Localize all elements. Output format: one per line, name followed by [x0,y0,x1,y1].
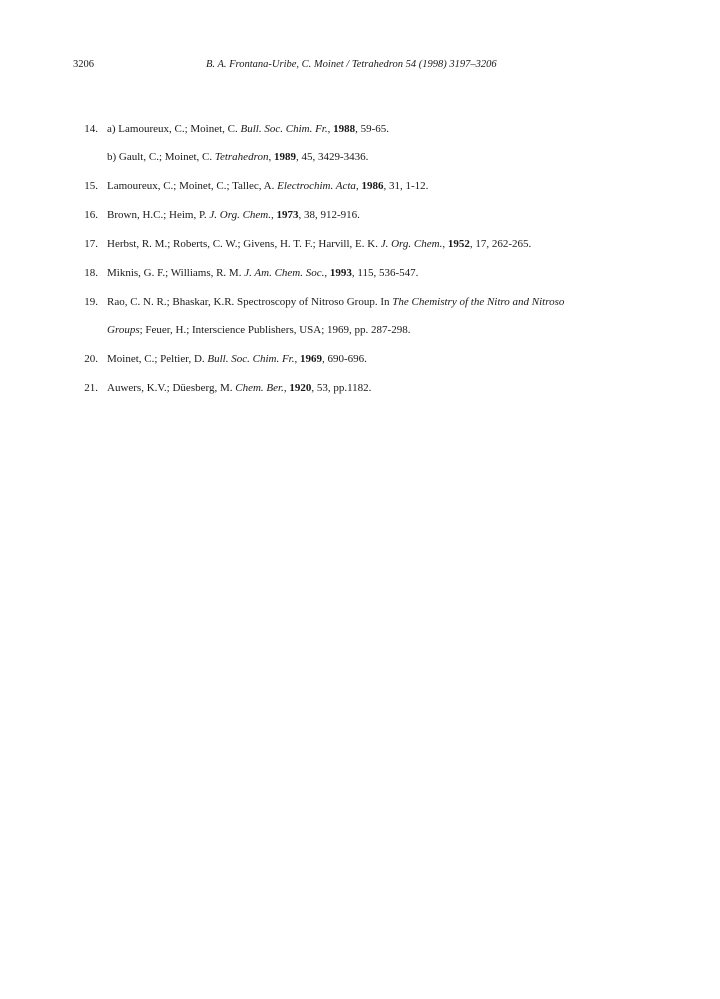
publication-year: 1969 [299,353,322,365]
reference-segment: , 31, 1-12. [383,180,429,192]
reference-number: 16. [84,209,98,221]
reference-entry [0,353,720,369]
reference-number: 20. [84,353,98,365]
reference-segment: Auwers, K.V.; Düesberg, M. [107,382,236,394]
publication-year: 1986 [361,180,384,192]
publication-year: 1920 [289,382,312,394]
reference-segment: , 17, 262-265. [469,238,532,250]
journal-title: The Chemistry of the Nitro and Nitroso [392,296,565,308]
reference-number: 21. [84,382,98,394]
running-head: B. A. Frontana-Uribe, C. Moinet / Tetrahedron 54 (1998) 3197–3206 [206,59,497,70]
reference-text [107,267,418,279]
journal-title: J. Am. Chem. Soc. [244,267,325,279]
journal-title: Groups [107,324,140,336]
reference-entry [0,209,720,225]
reference-segment: , [355,180,362,192]
reference-segment: ; Feuer, H.; Interscience Publishers, USA; 1969, pp. 287-298. [139,324,411,336]
reference-entry [0,382,720,398]
reference-entry [0,238,720,254]
reference-segment: , 115, 536-547. [351,267,419,279]
reference-text [107,151,368,163]
reference-entry [0,123,720,139]
journal-title: Bull. Soc. Chim. Fr. [240,123,328,135]
reference-segment: , 45, 3429-3436. [295,151,369,163]
reference-continuation [0,324,720,340]
reference-segment: , 38, 912-916. [298,209,360,221]
reference-segment: , [324,267,330,279]
reference-segment: , [294,353,300,365]
journal-title: Chem. Ber. [235,382,284,394]
reference-number: 15. [84,180,98,192]
journal-title: J. Org. Chem. [380,238,443,250]
reference-entry [0,180,720,196]
publication-year: 1993 [329,267,352,279]
reference-text [107,382,371,394]
reference-text [107,209,360,221]
reference-text [107,238,531,250]
reference-segment: , [268,151,274,163]
journal-title: Electrochim. Acta [277,180,356,192]
page-number: 3206 [73,59,94,70]
publication-year: 1973 [276,209,299,221]
reference-number: 18. [84,267,98,279]
journal-title: Tetrahedron [214,151,269,163]
reference-segment: , [442,238,448,250]
reference-segment: Brown, H.C.; Heim, P. [107,209,210,221]
reference-segment: Herbst, R. M.; Roberts, C. W.; Givens, H. T. F.; Harvill, E. K. [107,238,381,250]
reference-entry [0,267,720,283]
reference-entry [0,296,720,312]
page-header [0,59,720,75]
reference-continuation [0,151,720,167]
reference-segment: , [271,209,277,221]
reference-number: 19. [84,296,98,308]
reference-segment: , 59-65. [355,123,390,135]
reference-text [107,296,564,308]
reference-text [107,123,389,135]
reference-segment: b) Gault, C.; Moinet, C. [107,151,215,163]
journal-title: J. Org. Chem. [209,209,271,221]
reference-text [107,180,428,192]
reference-segment: Rao, C. N. R.; Bhaskar, K.R. Spectroscopy of Nitroso Group. In [107,296,393,308]
journal-title: Bull. Soc. Chim. Fr. [207,353,295,365]
reference-text [107,324,410,336]
publication-year: 1988 [333,123,356,135]
reference-segment: , [327,123,334,135]
reference-segment: Lamoureux, C.; Moinet, C.; Tallec, A. [107,180,278,192]
publication-year: 1952 [447,238,470,250]
reference-text [107,353,367,365]
reference-segment: Moinet, C.; Peltier, D. [107,353,208,365]
reference-segment: , 690-696. [321,353,367,365]
reference-segment: , [283,382,290,394]
reference-number: 14. [84,123,98,135]
reference-number: 17. [84,238,98,250]
publication-year: 1989 [273,151,296,163]
reference-segment: Miknis, G. F.; Williams, R. M. [107,267,245,279]
reference-segment: a) Lamoureux, C.; Moinet, C. [107,123,241,135]
reference-segment: , 53, pp.1182. [311,382,372,394]
